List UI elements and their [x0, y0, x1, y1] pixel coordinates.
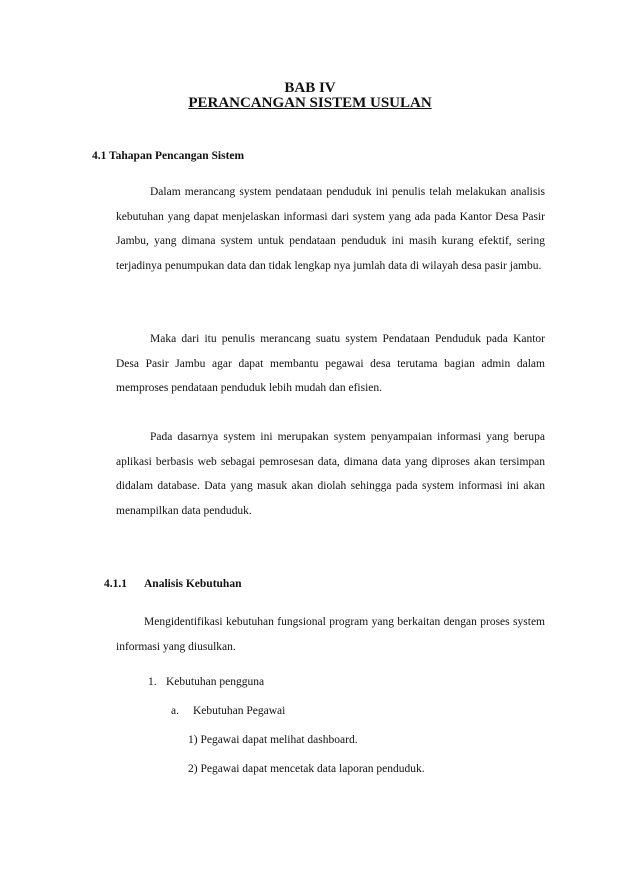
numbered-item: 2) Pegawai dapat mencetak data laporan penduduk.: [188, 763, 425, 775]
chapter-number: BAB IV: [284, 80, 336, 96]
paragraph: Dalam merancang system pendataan penduduk ini penulis telah melakukan analisis kebutuhan yang dapat menjelaskan informasi dari system yang ada pada Kantor Desa Pasir Jambu, yang dimana system untuk pendataan penduduk ini masih kurang efektif, sering terjadinya penumpukan data dan tidak lengkap nya jumlah data di wilayah desa pasir jambu.: [116, 186, 545, 272]
list-item-label: Kebutuhan pengguna: [166, 676, 265, 688]
list-marker: 1.: [148, 676, 157, 688]
subsection-title: Analisis Kebutuhan: [144, 578, 242, 590]
list-item: [148, 676, 264, 688]
section-heading-4-1: 4.1 Tahapan Pencangan Sistem: [92, 150, 245, 162]
subsection-number: 4.1.1: [104, 578, 127, 590]
paragraph: Pada dasarnya system ini merupakan system penyampaian informasi yang berupa aplikasi berbasis web sebagai pemrosesan data, dimana data yang diproses akan tersimpan didalam database. Data yang masuk akan diolah sehingga pada system informasi ini akan menampilkan data penduduk.: [116, 431, 545, 517]
numbered-item: 1) Pegawai dapat melihat dashboard.: [188, 734, 358, 746]
sub-list-item: [171, 705, 285, 717]
paragraph: Maka dari itu penulis merancang suatu system Pendataan Penduduk pada Kantor Desa Pasir Jambu agar dapat membantu pegawai desa terutama bagian admin dalam memproses pendataan penduduk lebih mudah dan efisien.: [116, 333, 545, 394]
subsection-heading-4-1-1: [104, 578, 241, 590]
sub-list-item-label: Kebutuhan Pegawai: [193, 705, 286, 717]
chapter-title: PERANCANGAN SISTEM USULAN: [188, 95, 432, 111]
paragraph: Mengidentifikasi kebutuhan fungsional program yang berkaitan dengan proses system informasi yang diusulkan.: [116, 616, 545, 653]
sub-list-marker: a.: [171, 705, 179, 717]
